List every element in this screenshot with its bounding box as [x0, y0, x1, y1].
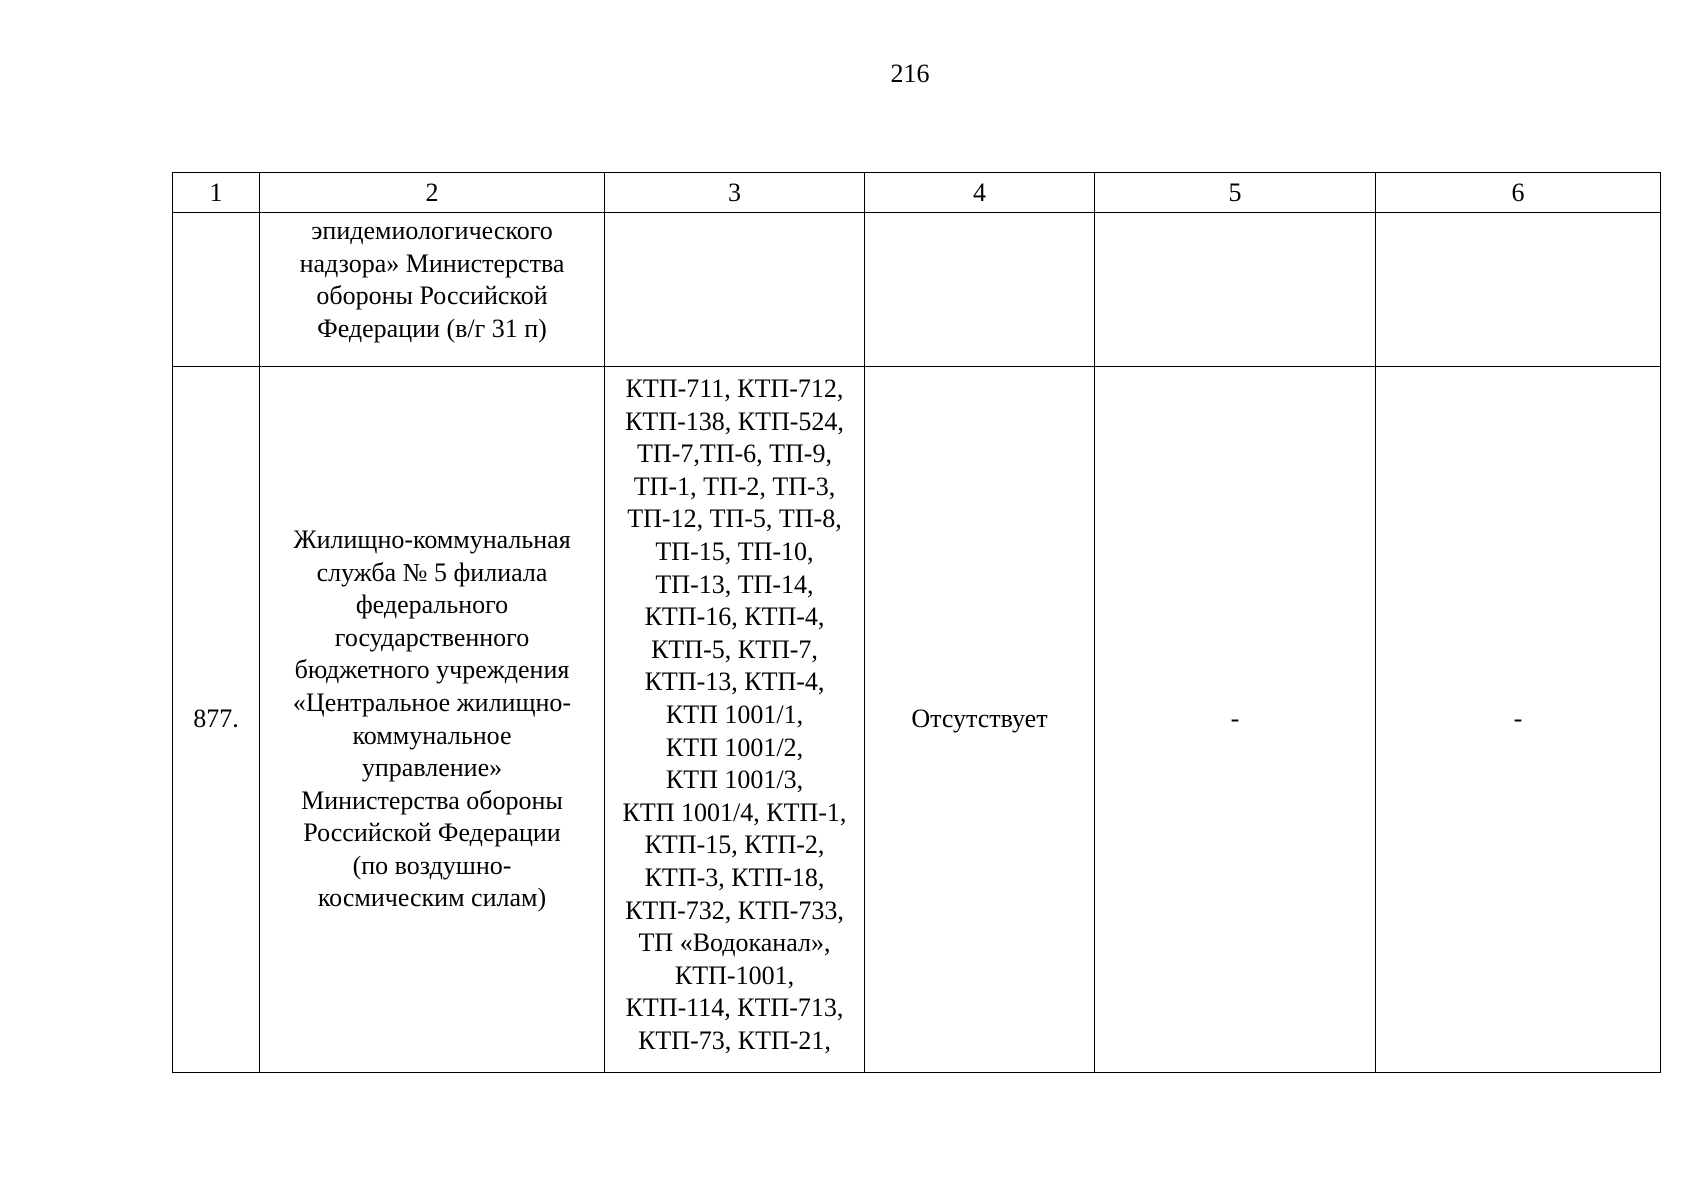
status-cell: Отсутствует: [865, 367, 1095, 1073]
table-row-877: [173, 367, 1661, 1073]
text-line: государственного: [334, 622, 530, 652]
continued-row-col5: [1095, 213, 1376, 367]
row-number: 877.: [173, 367, 260, 1073]
text-line: Министерства обороны: [301, 785, 563, 815]
continued-row-col3: [605, 213, 865, 367]
text-line: федерального: [355, 590, 509, 620]
text-line: КТП 1001/2,: [665, 732, 804, 762]
text-line: КТП-15, КТП-2,: [644, 830, 825, 860]
text-line: эпидемиологического: [311, 216, 553, 245]
text-line: КТП-73, КТП-21,: [638, 1025, 831, 1055]
text-line: КТП-711, КТП-712,: [625, 374, 844, 403]
text-line: ТП-13, ТП-14,: [655, 569, 814, 599]
text-line: ТП «Водоканал»,: [638, 928, 831, 958]
text-line: обороны Российской: [316, 281, 548, 311]
header-cell-1: 1: [173, 173, 260, 213]
text-line: ТП-1, ТП-2, ТП-3,: [633, 471, 836, 501]
continued-row-number: [173, 213, 260, 367]
text-line: КТП-3, КТП-18,: [644, 862, 825, 892]
table-header-row: [173, 173, 1661, 213]
header-cell-4: 4: [865, 173, 1095, 213]
text-line: Российской Федерации: [303, 818, 561, 848]
text-line: (по воздушно-: [352, 850, 512, 880]
continued-row-col6: [1376, 213, 1661, 367]
text-line: бюджетного учреждения: [294, 655, 570, 685]
page-number: 216: [890, 59, 930, 88]
text-line: служба № 5 филиала: [316, 557, 548, 587]
text-line: космическим силам): [317, 883, 547, 913]
header-cell-5: 5: [1095, 173, 1376, 213]
substation-list: [605, 367, 865, 1073]
col6-cell: -: [1376, 367, 1661, 1073]
text-line: КТП-1001,: [674, 960, 795, 990]
text-line: КТП-138, КТП-524,: [625, 406, 844, 436]
header-cell-6: 6: [1376, 173, 1661, 213]
header-cell-2: 2: [260, 173, 605, 213]
text-line: КТП 1001/4, КТП-1,: [622, 797, 847, 827]
col5-cell: -: [1095, 367, 1376, 1073]
text-line: КТП-13, КТП-4,: [644, 667, 825, 697]
continued-row-organization: [260, 213, 605, 367]
text-line: КТП-114, КТП-713,: [625, 993, 844, 1023]
text-line: Жилищно-коммунальная: [293, 524, 571, 554]
text-line: коммунальное: [352, 720, 512, 750]
organization-name: [260, 367, 605, 1073]
text-line: КТП 1001/3,: [665, 765, 804, 795]
text-line: ТП-12, ТП-5, ТП-8,: [627, 504, 842, 534]
text-line: ТП-15, ТП-10,: [655, 536, 814, 566]
data-table: [172, 172, 1661, 1073]
text-line: «Центральное жилищно-: [292, 687, 572, 717]
text-line: Федерации (в/г 31 п): [317, 313, 547, 343]
continued-row-col4: [865, 213, 1095, 367]
text-line: надзора» Министерства: [299, 248, 565, 278]
text-line: КТП-5, КТП-7,: [651, 634, 818, 664]
text-line: КТП-16, КТП-4,: [644, 602, 825, 632]
text-line: КТП-732, КТП-733,: [625, 895, 844, 925]
header-cell-3: 3: [605, 173, 865, 213]
text-line: ТП-7,ТП-6, ТП-9,: [637, 439, 832, 469]
text-line: управление»: [361, 753, 503, 783]
table-row-continued: [173, 213, 1661, 367]
text-line: КТП 1001/1,: [665, 699, 804, 729]
